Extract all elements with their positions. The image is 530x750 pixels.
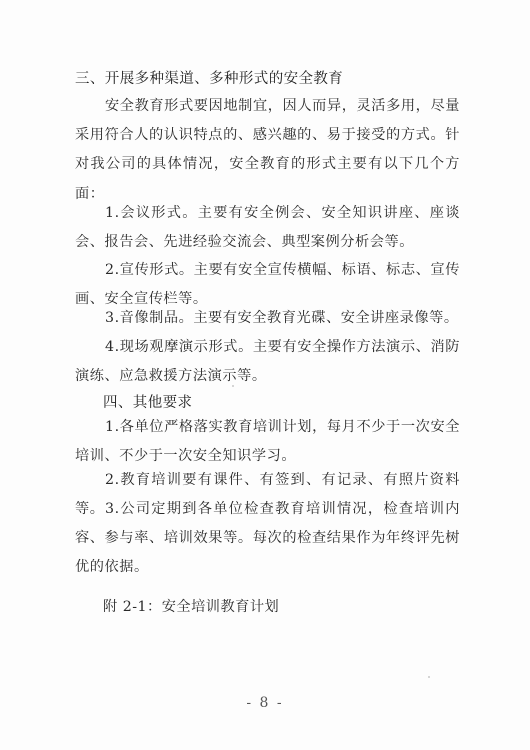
section-3-intro-paragraph: 安全教育形式要因地制宜，因人而异，灵活多用，尽量采用符合人的认识特点的、感兴趣的、易于接受的方式。针对我公司的具体情况，安全教育的形式主要有以下几个方面： <box>75 98 460 202</box>
scan-speck <box>428 676 430 678</box>
section-3-item-1: 1.会议形式。主要有安全例会、安全知识讲座、座谈会、报告会、先进经验交流会、典型案例分析会等。 <box>75 205 460 251</box>
section-3-item-3: 3.音像制品。主要有安全教育光碟、安全讲座录像等。 <box>105 310 459 326</box>
page-number: - 8 - <box>246 695 284 711</box>
section-4-item-2: 2.教育培训要有课件、有签到、有记录、有照片资料等。 <box>75 472 460 518</box>
section-4-heading: 四、其他要求 <box>103 395 193 411</box>
scan-speck <box>232 385 234 387</box>
section-4-item-3: 3.公司定期到各单位检查教育培训情况，检查培训内容、参与率、培训效果等。每次的检查结果作为年终评先树优的依据。 <box>75 501 460 576</box>
section-3-heading: 三、开展多种渠道、多种形式的安全教育 <box>75 71 344 87</box>
section-3-item-4: 4.现场观摩演示形式。主要有安全操作方法演示、消防演练、应急救援方法演示等。 <box>75 339 460 385</box>
section-4-item-1: 1.各单位严格落实教育培训计划，每月不少于一次安全培训、不少于一次安全知识学习。 <box>75 419 460 465</box>
section-3-item-2: 2.宣传形式。主要有安全宣传横幅、标语、标志、宣传画、安全宣传栏等。 <box>75 262 460 308</box>
attachment-reference: 附 2-1：安全培训教育计划 <box>103 599 280 615</box>
